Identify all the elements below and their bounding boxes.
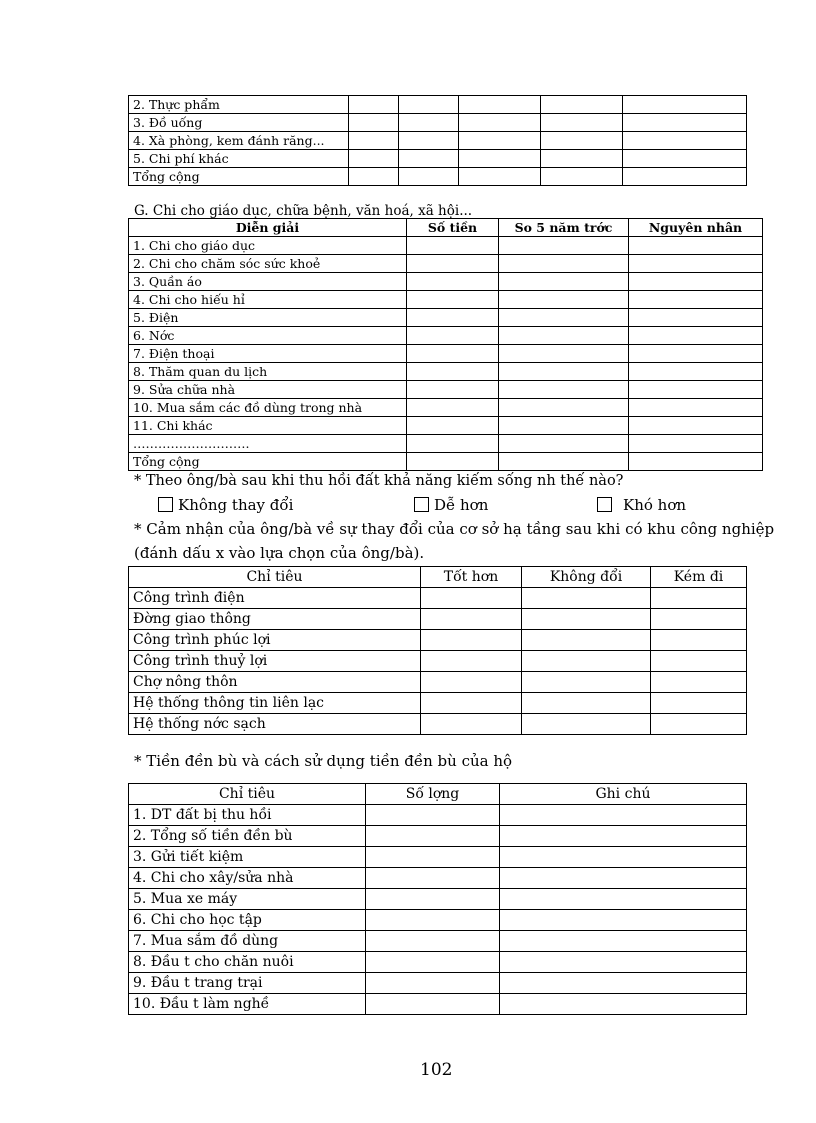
- checkbox-icon[interactable]: [414, 497, 429, 512]
- table-row: [129, 693, 747, 714]
- row-label: 4. Chi cho xây/sửa nhà: [129, 868, 366, 889]
- column-header: Ghi chú: [500, 784, 747, 805]
- table-row: [129, 96, 747, 114]
- row-label: 8. Thăm quan du lịch: [129, 363, 407, 381]
- row-label: 5. Mua xe máy: [129, 889, 366, 910]
- table-row: [129, 309, 763, 327]
- row-label: 7. Mua sắm đồ dùng: [129, 931, 366, 952]
- infrastructure-table: [128, 566, 747, 735]
- row-label: Đờng giao thông: [129, 609, 421, 630]
- row-label: Hệ thống nớc sạch: [129, 714, 421, 735]
- table-row: [129, 714, 747, 735]
- row-label: 1. Chi cho giáo dục: [129, 237, 407, 255]
- table-row: [129, 910, 747, 931]
- column-header: Kém đi: [651, 567, 747, 588]
- table-row: [129, 609, 747, 630]
- checkbox-icon[interactable]: [597, 497, 612, 512]
- column-header: Chỉ tiêu: [129, 784, 366, 805]
- row-label: 7. Điện thoại: [129, 345, 407, 363]
- question-infrastructure-instruction: (đánh dấu x vào lựa chọn của ông/bà).: [134, 544, 425, 562]
- table-row: [129, 651, 747, 672]
- checkbox-icon[interactable]: [158, 497, 173, 512]
- row-label: ……………………….: [129, 435, 407, 453]
- table-row: [129, 237, 763, 255]
- table-row: [129, 805, 747, 826]
- table-header-row: [129, 219, 763, 237]
- row-label: 5. Chi phí khác: [129, 150, 349, 168]
- column-header: Chỉ tiêu: [129, 567, 421, 588]
- table-row: [129, 973, 747, 994]
- table-row: [129, 399, 763, 417]
- option-easier[interactable]: [414, 496, 488, 514]
- table-row: [129, 588, 747, 609]
- row-label: 11. Chi khác: [129, 417, 407, 435]
- table-row: [129, 363, 763, 381]
- row-label: 4. Xà phòng, kem đánh răng...: [129, 132, 349, 150]
- table-row: [129, 826, 747, 847]
- row-label: 10. Mua sắm các đồ dùng trong nhà: [129, 399, 407, 417]
- row-label: 8. Đầu t cho chăn nuôi: [129, 952, 366, 973]
- row-label: 6. Chi cho học tập: [129, 910, 366, 931]
- option-label: Không thay đổi: [178, 496, 294, 514]
- expense-continuation-table: [128, 95, 747, 186]
- column-header: Diễn giải: [129, 219, 407, 237]
- column-header: Tốt hơn: [421, 567, 522, 588]
- row-label: 3. Gửi tiết kiệm: [129, 847, 366, 868]
- row-label: 5. Điện: [129, 309, 407, 327]
- row-label: 9. Đầu t trang trại: [129, 973, 366, 994]
- question-compensation: * Tiền đền bù và cách sử dụng tiền đền bù của hộ: [134, 752, 513, 770]
- section-g-table: [128, 218, 763, 471]
- table-row: [129, 868, 747, 889]
- option-label: Khó hơn: [623, 496, 687, 514]
- column-header: Số lợng: [366, 784, 500, 805]
- row-label: 6. Nớc: [129, 327, 407, 345]
- table-row: [129, 453, 763, 471]
- page-number: 102: [420, 1060, 453, 1080]
- table-row: [129, 114, 747, 132]
- table-row: [129, 435, 763, 453]
- row-label: Hệ thống thông tin liên lạc: [129, 693, 421, 714]
- row-label: Chợ nông thôn: [129, 672, 421, 693]
- row-label: Công trình thuỷ lợi: [129, 651, 421, 672]
- row-label: 2. Tổng số tiền đền bù: [129, 826, 366, 847]
- table-row: [129, 630, 747, 651]
- option-no-change[interactable]: [158, 496, 293, 514]
- row-label: Công trình phúc lợi: [129, 630, 421, 651]
- table-row: [129, 132, 747, 150]
- option-harder[interactable]: [597, 496, 686, 514]
- column-header: Nguyên nhân: [629, 219, 763, 237]
- row-label: 3. Quần áo: [129, 273, 407, 291]
- compensation-table: [128, 783, 747, 1015]
- row-label: 2. Chi cho chăm sóc sức khoẻ: [129, 255, 407, 273]
- row-label: Tổng cộng: [129, 453, 407, 471]
- column-header: Không đổi: [522, 567, 651, 588]
- section-g-title: G. Chi cho giáo dục, chữa bệnh, văn hoá, xã hội...: [134, 203, 473, 219]
- table-row: [129, 273, 763, 291]
- row-label: Công trình điện: [129, 588, 421, 609]
- column-header: So 5 năm trớc: [499, 219, 629, 237]
- table-row: [129, 150, 747, 168]
- row-label: 1. DT đất bị thu hồi: [129, 805, 366, 826]
- table-row: [129, 168, 747, 186]
- table-row: [129, 381, 763, 399]
- row-label: 10. Đầu t làm nghề: [129, 994, 366, 1015]
- question-livelihood: * Theo ông/bà sau khi thu hồi đất khả năng kiếm sống nh thế nào?: [134, 473, 624, 489]
- table-header-row: [129, 567, 747, 588]
- table-row: [129, 255, 763, 273]
- table-row: [129, 847, 747, 868]
- table-row: [129, 417, 763, 435]
- table-row: [129, 889, 747, 910]
- question-infrastructure: * Cảm nhận của ông/bà về sự thay đổi của cơ sở hạ tầng sau khi có khu công nghiệp: [134, 520, 775, 538]
- table-header-row: [129, 784, 747, 805]
- table-row: [129, 672, 747, 693]
- table-row: [129, 994, 747, 1015]
- row-label: 3. Đồ uống: [129, 114, 349, 132]
- row-label: 2. Thực phẩm: [129, 96, 349, 114]
- row-label: Tổng cộng: [129, 168, 349, 186]
- table-row: [129, 952, 747, 973]
- table-row: [129, 345, 763, 363]
- table-row: [129, 327, 763, 345]
- table-row: [129, 291, 763, 309]
- option-label: Dễ hơn: [434, 496, 489, 514]
- row-label: 9. Sửa chữa nhà: [129, 381, 407, 399]
- row-label: 4. Chi cho hiếu hỉ: [129, 291, 407, 309]
- table-row: [129, 931, 747, 952]
- column-header: Số tiền: [407, 219, 499, 237]
